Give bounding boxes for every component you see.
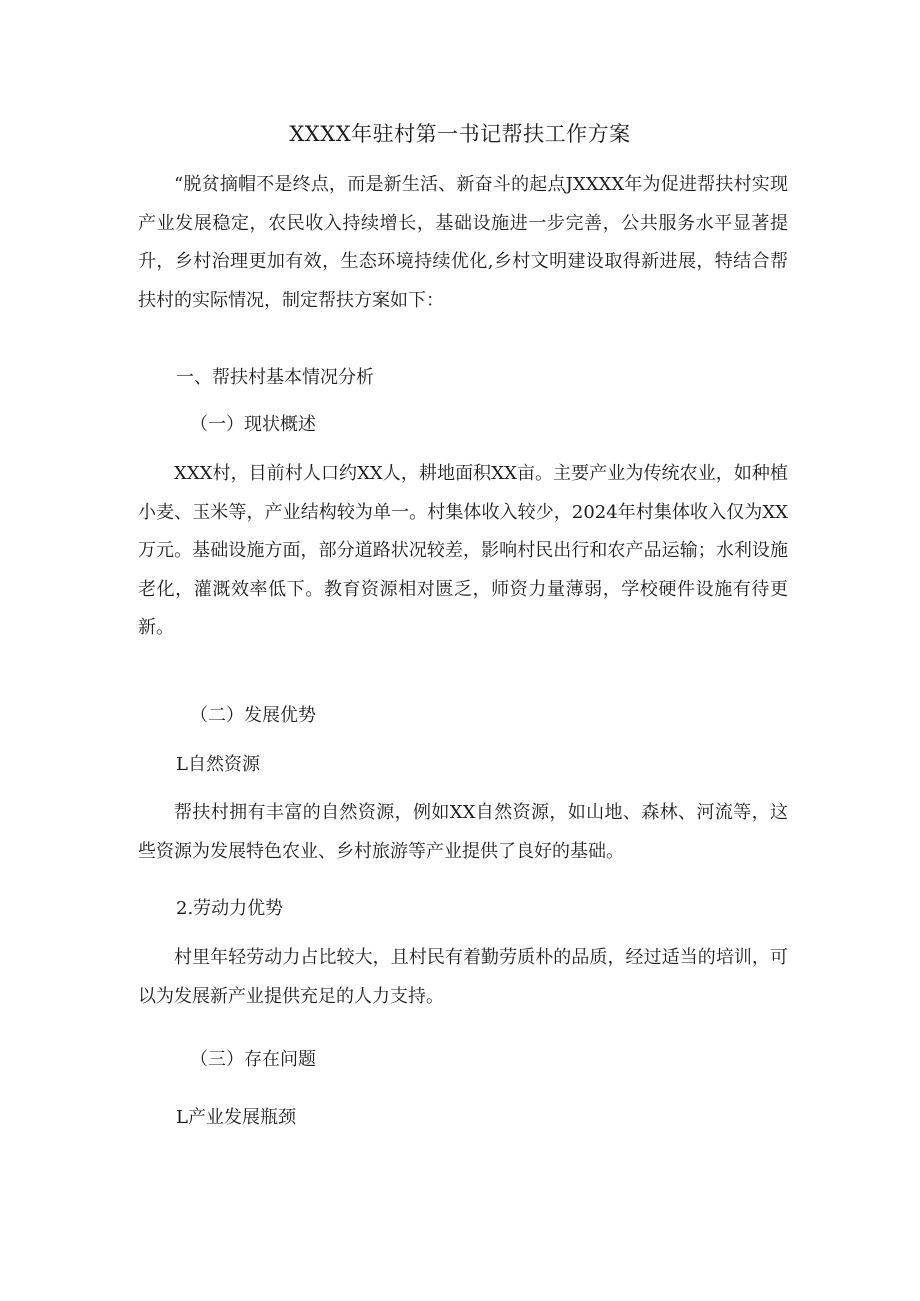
intro-paragraph: “脱贫摘帽不是终点，而是新生活、新奋斗的起点JXXXX年为促进帮扶村实现产业发展稳定，农民收入持续增长，基础设施进一步完善，公共服务水平显著提升，乡村治理更加有效，生态环境持续优化,乡村文明建设取得新进展，特结合帮扶村的实际情况，制定帮扶方案如下： — [138, 174, 788, 311]
subsection-heading-status: （一）现状概述 — [190, 414, 316, 435]
item-heading-industry-bottleneck: L产业发展瓶颈 — [176, 1107, 296, 1128]
item-heading-labor-advantage: 2.劳动力优势 — [176, 898, 284, 919]
item-heading-natural-resources: L自然资源 — [176, 754, 260, 775]
natural-resources-paragraph: 帮扶村拥有丰富的自然资源，例如XX自然资源，如山地、森林、河流等，这些资源为发展特色农业、乡村旅游等产业提供了良好的基础。 — [138, 802, 788, 862]
labor-advantage-paragraph: 村里年轻劳动力占比较大，且村民有着勤劳质朴的品质，经过适当的培训，可以为发展新产业提供充足的人力支持。 — [138, 947, 788, 1007]
section-heading-basic-analysis: 一、帮扶村基本情况分析 — [176, 367, 374, 388]
document-title: XXXX年驻村第一书记帮扶工作方案 — [289, 122, 631, 146]
subsection-heading-advantages: （二）发展优势 — [190, 705, 316, 726]
subsection-heading-problems: （三）存在问题 — [190, 1049, 316, 1070]
status-paragraph: XXX村，目前村人口约XX人，耕地面积XX亩。主要产业为传统农业，如种植小麦、玉米等，产业结构较为单一。村集体收入较少，2024年村集体收入仅为XX万元。基础设施方面，部分道路状况较差，影响村民出行和农产品运输；水利设施老化，灌溉效率低下。教育资源相对匮乏，师资力量薄弱，学校硬件设施有待更新。 — [138, 463, 788, 638]
